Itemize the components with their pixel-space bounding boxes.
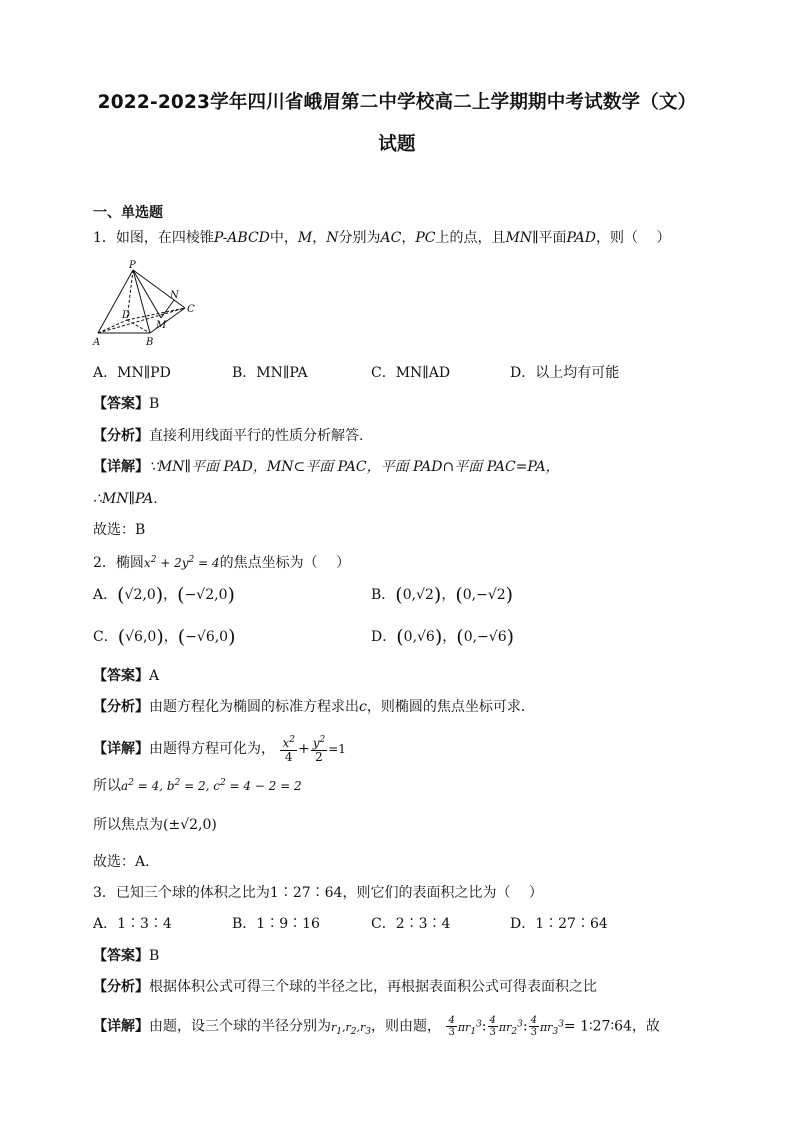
q1-option-c: C．MN∥AD <box>371 365 451 381</box>
document-title-line2: 试题 <box>378 134 416 155</box>
q2-option-b: B．(0,√2)，(0,−√2) <box>371 584 514 606</box>
section-heading: 一、单选题 <box>93 205 163 221</box>
question-2-stem: 2．椭圆$x^2 + 2y^2 = 4$的焦点坐标为（ ） <box>93 555 351 571</box>
q1-answer: 【答案】B <box>93 396 160 412</box>
label-D: D <box>122 310 131 321</box>
label-B: B <box>146 337 154 348</box>
q3-option-c: C．2∶3∶4 <box>371 916 451 932</box>
label-C: C <box>187 304 195 315</box>
q2-so1: 所以$a^2 = 4$, $b^2 = 2$, $c^2 = 4 - 2 = 2$ <box>93 778 302 794</box>
document-title: 2022-2023学年四川省峨眉第二中学校高二上学期期中考试数学（文） <box>97 92 697 113</box>
q3-option-a: A．1∶3∶4 <box>93 916 172 932</box>
label-M: M <box>156 320 167 331</box>
q2-option-a: A．(√2,0)，(−√2,0) <box>93 584 235 606</box>
question-1-stem: 1．如图，在四棱锥P-ABCD中，M，N分别为AC，PC上的点，且MN∥平面PAD，则（ ） <box>93 230 671 246</box>
label-P: P <box>129 260 136 271</box>
q2-answer: 【答案】A <box>93 668 160 684</box>
label-N: N <box>170 290 179 301</box>
q1-detail-conclusion: ∴MN∥PA. <box>93 491 158 507</box>
question-3-stem: 3．已知三个球的体积之比为1∶27∶64，则它们的表面积之比为（ ） <box>93 885 543 901</box>
q3-detail: 【详解】由题，设三个球的半径分别为$r_1,r_2,r_3$，则由题， $\frac{4}{3}$ $\pi r_1^3$: $\frac{4}{3}$ $\pi r_2^3$: $\frac{4}{3}$ $\pi r_3^3=$ 1∶27∶64，故 <box>93 1015 660 1039</box>
q2-analysis: 【分析】由题方程化为椭圆的标准方程求出c，则椭圆的焦点坐标可求． <box>93 699 535 715</box>
pyramid-figure <box>90 258 200 350</box>
q3-option-b: B．1∶9∶16 <box>232 916 320 932</box>
q1-choose: 故选：B <box>93 522 146 538</box>
q2-detail: 【详解】由题得方程可化为， $\frac{x^2}{4}$ + $\frac{y^2}{2}$ =1 <box>93 735 346 764</box>
q2-choose: 故选：A. <box>93 854 150 870</box>
q1-detail: 【详解】∵MN∥平面 PAD，MN⊂平面 PAC，平面 PAD∩平面 PAC=PA， <box>93 459 560 475</box>
q2-option-d: D．(0,√6)，(0,−√6) <box>371 626 515 648</box>
label-A: A <box>93 337 101 348</box>
q3-answer: 【答案】B <box>93 948 160 964</box>
q3-analysis: 【分析】根据体积公式可得三个球的半径之比，再根据表面积公式可得表面积之比 <box>93 979 597 995</box>
q2-so2: 所以焦点为(±√2,0) <box>93 817 217 833</box>
q3-option-d: D．1∶27∶64 <box>510 916 608 932</box>
q1-option-b: B．MN∥PA <box>232 365 308 381</box>
q2-option-c: C．(√6,0)，(−√6,0) <box>93 626 236 648</box>
q1-option-d: D．以上均有可能 <box>510 365 620 381</box>
q1-analysis: 【分析】直接利用线面平行的性质分析解答. <box>93 428 364 444</box>
q1-option-a: A．MN∥PD <box>93 365 171 381</box>
